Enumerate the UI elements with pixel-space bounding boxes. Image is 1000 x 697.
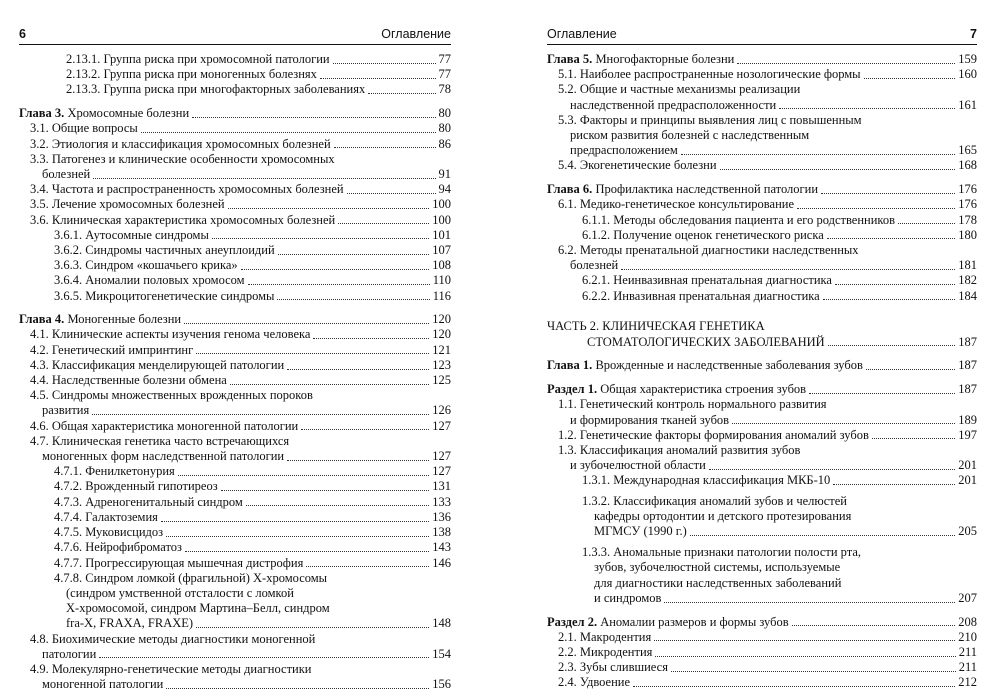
- page-ref: 187: [958, 382, 977, 397]
- toc-list: [547, 52, 977, 691]
- toc-entry-line2[interactable]: кафедры ортодонтии и детского протезирования: [594, 509, 852, 524]
- toc-entry[interactable]: 3.2. Этиология и классификация хромосомных болезней 86: [30, 136, 451, 151]
- page-ref: 207: [958, 590, 977, 605]
- chapter-label: Глава 3.: [19, 106, 65, 121]
- page-ref: 127: [432, 449, 451, 464]
- page-ref: 86: [438, 136, 451, 151]
- page-ref: 108: [432, 258, 451, 273]
- chapter-label: Глава 5.: [547, 52, 593, 66]
- page-ref: 181: [958, 258, 977, 273]
- toc-part-title[interactable]: СТОМАТОЛОГИЧЕСКИХ ЗАБОЛЕВАНИЙ 187: [587, 334, 977, 349]
- page-ref: 91: [438, 166, 451, 181]
- page-ref: 210: [958, 629, 977, 644]
- toc-entry[interactable]: 1.2. Генетические факторы формирования аномалий зубов 197: [558, 427, 977, 442]
- page-ref: 126: [432, 403, 451, 418]
- toc-entry[interactable]: моногенной патологии 156: [42, 677, 451, 692]
- page-ref: 127: [432, 418, 451, 433]
- toc-entry-line1[interactable]: 4.9. Молекулярно-генетические методы диагностики: [30, 661, 312, 676]
- toc-entry-line1[interactable]: 6.2. Методы пренатальной диагностики наследственных: [558, 242, 859, 257]
- toc-entry-line3[interactable]: Х-хромосомой, синдром Мартина–Белл, синдром: [66, 601, 330, 616]
- toc-entry[interactable]: 4.6. Общая характеристика моногенной патологии 127: [30, 418, 451, 433]
- section-label: Раздел 1.: [547, 382, 598, 397]
- page-ref: 178: [958, 212, 977, 227]
- page-ref: 80: [438, 121, 451, 136]
- toc-entry[interactable]: 3.4. Частота и распространенность хромосомных болезней 94: [30, 182, 451, 197]
- toc-entry[interactable]: и зубочелюстной области 201: [570, 458, 977, 473]
- page-ref: 148: [432, 616, 451, 631]
- toc-entry-line1[interactable]: 5.2. Общие и частные механизмы реализации: [558, 82, 801, 97]
- page-ref: 180: [958, 227, 977, 242]
- page-ref: 205: [958, 524, 977, 539]
- toc-chapter[interactable]: Глава 5. Многофакторные болезни 159: [547, 52, 977, 66]
- toc-list: [19, 52, 451, 692]
- page-ref: 107: [432, 242, 451, 257]
- toc-entry-line2[interactable]: (синдром умственной отсталости с ломкой: [66, 585, 294, 600]
- toc-entry[interactable]: 6.1. Медико-генетическое консультирование 176: [558, 197, 977, 212]
- toc-entry[interactable]: 6.1.1. Методы обследования пациента и его родственников 178: [582, 212, 977, 227]
- page-ref: 77: [438, 52, 451, 66]
- page-ref: 159: [958, 52, 977, 66]
- toc-entry[interactable]: и формирования тканей зубов 189: [570, 412, 977, 427]
- toc-entry[interactable]: 4.4. Наследственные болезни обмена 125: [30, 373, 451, 388]
- chapter-label: Глава 1.: [547, 358, 593, 373]
- toc-entry[interactable]: 3.6.5. Микроцитогенетические синдромы 116: [54, 288, 451, 303]
- toc-entry[interactable]: патологии 154: [42, 646, 451, 661]
- toc-entry-line1[interactable]: 1.1. Генетический контроль нормального развития: [558, 397, 827, 412]
- toc-entry[interactable]: моногенных форм наследственной патологии 127: [42, 449, 451, 464]
- page-ref: 189: [958, 412, 977, 427]
- toc-entry[interactable]: 5.1. Наиболее распространенные нозологические формы 160: [558, 67, 977, 82]
- toc-chapter[interactable]: Глава 3. Хромосомные болезни 80: [19, 106, 451, 121]
- toc-entry[interactable]: 3.1. Общие вопросы 80: [30, 121, 451, 136]
- page-ref: 121: [432, 342, 451, 357]
- page-ref: 143: [432, 540, 451, 555]
- page-ref: 123: [432, 357, 451, 372]
- page-ref: 165: [958, 143, 977, 158]
- toc-entry[interactable]: 3.5. Лечение хромосомных болезней 100: [30, 197, 451, 212]
- page-ref: 125: [432, 373, 451, 388]
- toc-entry[interactable]: 2.13.1. Группа риска при хромосомной патологии 77: [66, 52, 451, 66]
- running-head-title: Оглавление: [547, 27, 617, 41]
- page-ref: 136: [432, 509, 451, 524]
- page-ref: 176: [958, 182, 977, 197]
- toc-entry[interactable]: 2.13.3. Группа риска при многофакторных заболеваниях 78: [66, 82, 451, 97]
- toc-entry[interactable]: 4.7.3. Адреногенитальный синдром 133: [54, 494, 451, 509]
- toc-part-title-line1[interactable]: ЧАСТЬ 2. КЛИНИЧЕСКАЯ ГЕНЕТИКА: [547, 319, 765, 334]
- page-ref: 127: [432, 464, 451, 479]
- toc-entry[interactable]: 6.2.1. Неинвазивная пренатальная диагностика 182: [582, 273, 977, 288]
- toc-entry[interactable]: 2.1. Макродентия 210: [558, 629, 977, 644]
- page-ref: 184: [958, 288, 977, 303]
- toc-entry[interactable]: 3.6.4. Аномалии половых хромосом 110: [54, 273, 451, 288]
- toc-entry[interactable]: 5.4. Экогенетические болезни 168: [558, 158, 977, 173]
- toc-entry[interactable]: наследственной предрасположенности 161: [570, 97, 977, 112]
- page-ref: 100: [432, 197, 451, 212]
- page-ref: 131: [432, 479, 451, 494]
- page-ref: 154: [432, 646, 451, 661]
- page-ref: 161: [958, 97, 977, 112]
- page-ref: 94: [438, 182, 451, 197]
- toc-entry-line2[interactable]: зубов, зубочелюстной системы, используемые: [594, 560, 841, 575]
- toc-entry[interactable]: 2.2. Микродентия 211: [558, 644, 977, 659]
- toc-entry[interactable]: 3.6.3. Синдром «кошачьего крика» 108: [54, 258, 451, 273]
- toc-entry-line1[interactable]: 3.3. Патогенез и клинические особенности хромосомных: [30, 151, 335, 166]
- page-ref: 100: [432, 212, 451, 227]
- toc-entry[interactable]: и синдромов 207: [594, 590, 977, 605]
- page-ref: 120: [432, 327, 451, 342]
- toc-entry[interactable]: 2.4. Удвоение 212: [558, 675, 977, 690]
- toc-entry[interactable]: 4.7.4. Галактоземия 136: [54, 509, 451, 524]
- toc-entry-line1[interactable]: 4.5. Синдромы множественных врожденных пороков: [30, 388, 313, 403]
- page-ref: 187: [958, 358, 977, 373]
- toc-entry[interactable]: 4.7.6. Нейрофиброматоз 143: [54, 540, 451, 555]
- toc-entry-line1[interactable]: 5.3. Факторы и принципы выявления лиц с повышенным: [558, 112, 862, 127]
- toc-entry-line1[interactable]: 4.8. Биохимические методы диагностики моногенной: [30, 631, 316, 646]
- page-ref: 156: [432, 677, 451, 692]
- toc-entry-line1[interactable]: 1.3. Классификация аномалий развития зубов: [558, 442, 801, 457]
- page-ref: 80: [438, 106, 451, 121]
- page-ref: 160: [958, 67, 977, 82]
- page-ref: 77: [438, 67, 451, 82]
- toc-entry-line3[interactable]: для диагностики наследственных заболеваний: [594, 575, 842, 590]
- toc-entry[interactable]: 1.3.1. Международная классификация МКБ-10 201: [582, 473, 977, 488]
- page-ref: 116: [432, 288, 451, 303]
- toc-entry[interactable]: 4.2. Генетический импринтинг 121: [30, 342, 451, 357]
- chapter-label: Глава 4.: [19, 312, 65, 327]
- page-ref: 110: [432, 273, 451, 288]
- toc-entry[interactable]: 4.7.1. Фенилкетонурия 127: [54, 464, 451, 479]
- page-ref: 212: [958, 675, 977, 690]
- toc-entry[interactable]: 3.6. Клиническая характеристика хромосомных болезней 100: [30, 212, 451, 227]
- page-ref: 211: [958, 644, 977, 659]
- toc-entry[interactable]: 6.2.2. Инвазивная пренатальная диагностика 184: [582, 288, 977, 303]
- toc-entry[interactable]: 4.7.5. Муковисцидоз 138: [54, 525, 451, 540]
- page-ref: 201: [958, 458, 977, 473]
- running-head-title: Оглавление: [381, 27, 451, 41]
- page-number: 7: [970, 27, 977, 41]
- toc-chapter[interactable]: Глава 4. Моногенные болезни 120: [19, 312, 451, 327]
- toc-entry[interactable]: 2.13.2. Группа риска при моногенных болезнях 77: [66, 67, 451, 82]
- toc-entry[interactable]: болезней 91: [42, 166, 451, 181]
- header-rule: [19, 44, 451, 45]
- toc-section[interactable]: Раздел 1. Общая характеристика строения зубов 187: [547, 382, 977, 397]
- page-ref: 182: [958, 273, 977, 288]
- toc-entry-line1[interactable]: 1.3.3. Аномальные признаки патологии полости рта,: [582, 545, 862, 560]
- page-ref: 211: [958, 660, 977, 675]
- page-ref: 78: [438, 82, 451, 97]
- toc-entry[interactable]: 4.1. Клинические аспекты изучения генома человека 120: [30, 327, 451, 342]
- toc-entry-line1[interactable]: 1.3.2. Классификация аномалий зубов и челюстей: [582, 494, 847, 509]
- toc-entry[interactable]: 4.7.2. Врожденный гипотиреоз 131: [54, 479, 451, 494]
- running-header: [547, 26, 977, 42]
- page-ref: 101: [432, 227, 451, 242]
- section-label: Раздел 2.: [547, 614, 598, 629]
- page-ref: 146: [432, 555, 451, 570]
- page-ref: 133: [432, 494, 451, 509]
- page-ref: 201: [958, 473, 977, 488]
- toc-entry[interactable]: 3.6.1. Аутосомные синдромы 101: [54, 227, 451, 242]
- header-rule: [547, 44, 977, 45]
- page-ref: 208: [958, 614, 977, 629]
- page-ref: 138: [432, 525, 451, 540]
- chapter-label: Глава 6.: [547, 182, 593, 197]
- toc-entry[interactable]: 4.7.7. Прогрессирующая мышечная дистрофия 146: [54, 555, 451, 570]
- page-ref: 176: [958, 197, 977, 212]
- page-number: 6: [19, 27, 26, 41]
- page-ref: 187: [958, 334, 977, 349]
- page-ref: 168: [958, 158, 977, 173]
- toc-entry[interactable]: fra-X, FRAXA, FRAXE) 148: [66, 616, 451, 631]
- right-page: [500, 0, 1000, 697]
- toc-entry-line1[interactable]: 4.7.8. Синдром ломкой (фрагильной) Х-хромосомы: [54, 570, 328, 585]
- toc-entry-line2[interactable]: риском развития болезней с наследственным: [570, 128, 810, 143]
- page-ref: 120: [432, 312, 451, 327]
- toc-entry-line1[interactable]: 4.7. Клиническая генетика часто встречающихся: [30, 433, 290, 448]
- page-ref: 197: [958, 427, 977, 442]
- toc-entry[interactable]: МГМСУ (1990 г.) 205: [594, 524, 977, 539]
- toc-chapter[interactable]: Глава 6. Профилактика наследственной патологии 176: [547, 182, 977, 197]
- toc-entry[interactable]: болезней 181: [570, 258, 977, 273]
- toc-chapter[interactable]: Глава 1. Врожденные и наследственные заболевания зубов 187: [547, 358, 977, 373]
- toc-entry[interactable]: предрасположением 165: [570, 143, 977, 158]
- toc-section[interactable]: Раздел 2. Аномалии размеров и формы зубов 208: [547, 614, 977, 629]
- toc-entry[interactable]: 6.1.2. Получение оценок генетического риска 180: [582, 227, 977, 242]
- toc-entry[interactable]: 4.3. Классификация менделирующей патологии 123: [30, 357, 451, 372]
- toc-entry[interactable]: 3.6.2. Синдромы частичных анеуплоидий 107: [54, 242, 451, 257]
- toc-entry[interactable]: развития 126: [42, 403, 451, 418]
- toc-entry[interactable]: 2.3. Зубы слившиеся 211: [558, 660, 977, 675]
- running-header: [19, 26, 451, 42]
